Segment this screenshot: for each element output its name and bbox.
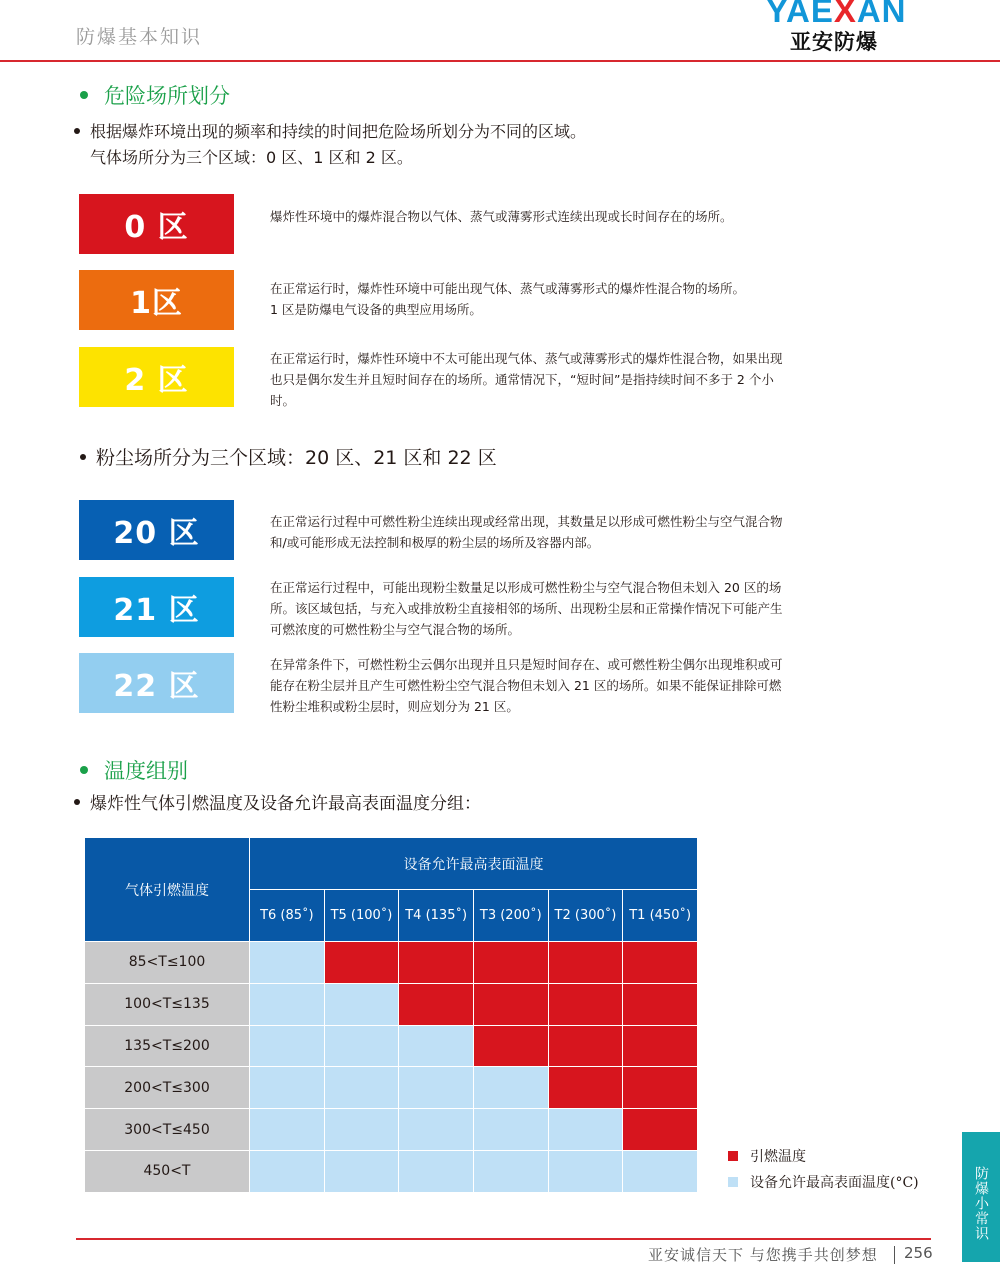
zone-label-box: 0 区: [79, 194, 234, 254]
cell-ignition: [473, 983, 548, 1025]
table-row: [85, 1150, 698, 1192]
zone-label-box: 20 区: [79, 500, 234, 560]
table-row: [85, 1109, 698, 1151]
zone-description-line: 1 区是防爆电气设备的典型应用场所。: [270, 302, 482, 317]
brand-logo-en: YAEXAN: [766, 0, 907, 29]
cell-surface-temp: [473, 1109, 548, 1151]
zone-label-box: 22 区: [79, 653, 234, 713]
zone-description-line: 在正常运行过程中可燃性粉尘连续出现或经常出现，其数量足以形成可燃性粉尘与空气混合物和/或可能形成无法控制和极厚的粉尘层的场所及容器内部。: [270, 514, 783, 550]
cell-surface-temp: [324, 1109, 399, 1151]
cell-ignition: [548, 1025, 623, 1067]
table-column-header: T6 (85˚): [250, 890, 325, 942]
table-row-header: 气体引燃温度: [85, 838, 250, 942]
side-tab: 防爆小常识: [962, 1132, 1000, 1262]
footer-separator: [894, 1246, 895, 1264]
temperature-heading: 温度组别: [80, 755, 188, 785]
cell-surface-temp: [250, 1067, 325, 1109]
cell-surface-temp: [399, 1150, 474, 1192]
cell-ignition: [623, 942, 698, 984]
cell-surface-temp: [623, 1150, 698, 1192]
cell-surface-temp: [250, 1025, 325, 1067]
hazard-intro: 根据爆炸环境出现的频率和持续的时间把危险场所划分为不同的区域。 气体场所分为三个区域：0 区、1 区和 2 区。: [74, 119, 586, 171]
brand-logo-cn: 亚安防爆: [790, 30, 878, 54]
zone-description: [270, 278, 790, 320]
zone-description-line: 在正常运行时，爆炸性环境中可能出现气体、蒸气或薄雾形式的爆炸性混合物的场所。: [270, 281, 746, 296]
cell-ignition: [473, 1025, 548, 1067]
table-row-label: 100<T≤135: [85, 983, 250, 1025]
cell-ignition: [548, 1067, 623, 1109]
cell-ignition: [623, 1109, 698, 1151]
zone-label-box: 2 区: [79, 347, 234, 407]
header-divider: [0, 60, 1000, 62]
footer-divider: [76, 1238, 931, 1240]
cell-ignition: [623, 983, 698, 1025]
cell-ignition: [623, 1025, 698, 1067]
table-row: [85, 942, 698, 984]
zone-label-box: 21 区: [79, 577, 234, 637]
zone-description: [270, 577, 790, 640]
table-column-group-header: 设备允许最高表面温度: [250, 838, 698, 890]
cell-surface-temp: [399, 1109, 474, 1151]
header-section-title: 防爆基本知识: [76, 26, 203, 48]
bullet-icon: [80, 454, 86, 460]
zone-description: [270, 654, 790, 717]
table-row: [85, 1067, 698, 1109]
cell-ignition: [548, 983, 623, 1025]
table-row-label: 200<T≤300: [85, 1067, 250, 1109]
zone-description-line: 在异常条件下，可燃性粉尘云偶尔出现并且只是短时间存在、或可燃性粉尘偶尔出现堆积或可能存在粉尘层并且产生可燃性粉尘空气混合物但未划入 21 区的场所。如果不能保证排除可燃性粉尘堆积或粉尘层时，则应划分为 21 区。: [270, 657, 783, 714]
cell-surface-temp: [473, 1067, 548, 1109]
cell-ignition: [548, 942, 623, 984]
table-column-header: T5 (100˚): [324, 890, 399, 942]
zone-description-line: 在正常运行过程中，可能出现粉尘数量足以形成可燃性粉尘与空气混合物但未划入 20 区的场所。该区域包括，与充入或排放粉尘直接相邻的场所、出现粉尘层和正常操作情况下可能产生可燃浓度的可燃性粉尘与空气混合物的场所。: [270, 580, 783, 637]
zone-description-line: 在正常运行时，爆炸性环境中不太可能出现气体、蒸气或薄雾形式的爆炸性混合物，如果出现也只是偶尔发生并且短时间存在的场所。通常情况下，“短时间”是指持续时间不多于 2 个小时。: [270, 351, 783, 408]
table-row: [85, 1025, 698, 1067]
cell-surface-temp: [548, 1109, 623, 1151]
cell-ignition: [399, 983, 474, 1025]
table-row-label: 85<T≤100: [85, 942, 250, 984]
page-number: 256: [904, 1244, 933, 1262]
table-row: [85, 983, 698, 1025]
cell-surface-temp: [399, 1025, 474, 1067]
footer-slogan: 亚安诚信天下 与您携手共创梦想: [648, 1246, 878, 1264]
cell-surface-temp: [250, 983, 325, 1025]
cell-surface-temp: [324, 1067, 399, 1109]
table-column-header: T2 (300˚): [548, 890, 623, 942]
bullet-dot-icon: [80, 91, 88, 99]
bullet-dot-icon: [80, 766, 88, 774]
cell-surface-temp: [250, 1150, 325, 1192]
hazard-heading: 危险场所划分: [80, 80, 230, 110]
dust-intro: 粉尘场所分为三个区域：20 区、21 区和 22 区: [80, 445, 497, 471]
legend-item: [728, 1172, 919, 1192]
legend-label: 设备允许最高表面温度(°C): [750, 1175, 919, 1191]
zone-description-line: 爆炸性环境中的爆炸混合物以气体、蒸气或薄雾形式连续出现或长时间存在的场所。: [270, 209, 733, 224]
bullet-icon: [74, 128, 80, 134]
temperature-group-table: [84, 837, 698, 1193]
cell-surface-temp: [324, 983, 399, 1025]
table-column-header: T4 (135˚): [399, 890, 474, 942]
cell-surface-temp: [250, 942, 325, 984]
table-column-header: T3 (200˚): [473, 890, 548, 942]
table-row-label: 300<T≤450: [85, 1109, 250, 1151]
legend-swatch: [728, 1177, 738, 1187]
zone-description: [270, 348, 790, 411]
legend-label: 引燃温度: [750, 1149, 806, 1165]
cell-surface-temp: [399, 1067, 474, 1109]
cell-surface-temp: [473, 1150, 548, 1192]
cell-ignition: [623, 1067, 698, 1109]
cell-ignition: [399, 942, 474, 984]
zone-description: [270, 511, 790, 553]
cell-surface-temp: [324, 1025, 399, 1067]
table-row-label: 450<T: [85, 1150, 250, 1192]
cell-ignition: [473, 942, 548, 984]
table-row-label: 135<T≤200: [85, 1025, 250, 1067]
bullet-icon: [74, 799, 80, 805]
legend-swatch: [728, 1151, 738, 1161]
cell-surface-temp: [548, 1150, 623, 1192]
cell-surface-temp: [250, 1109, 325, 1151]
legend-item: [728, 1146, 806, 1166]
cell-ignition: [324, 942, 399, 984]
temperature-intro: 爆炸性气体引燃温度及设备允许最高表面温度分组：: [74, 791, 481, 817]
zone-description: [270, 206, 790, 227]
cell-surface-temp: [324, 1150, 399, 1192]
table-column-header: T1 (450˚): [623, 890, 698, 942]
zone-label-box: 1区: [79, 270, 234, 330]
